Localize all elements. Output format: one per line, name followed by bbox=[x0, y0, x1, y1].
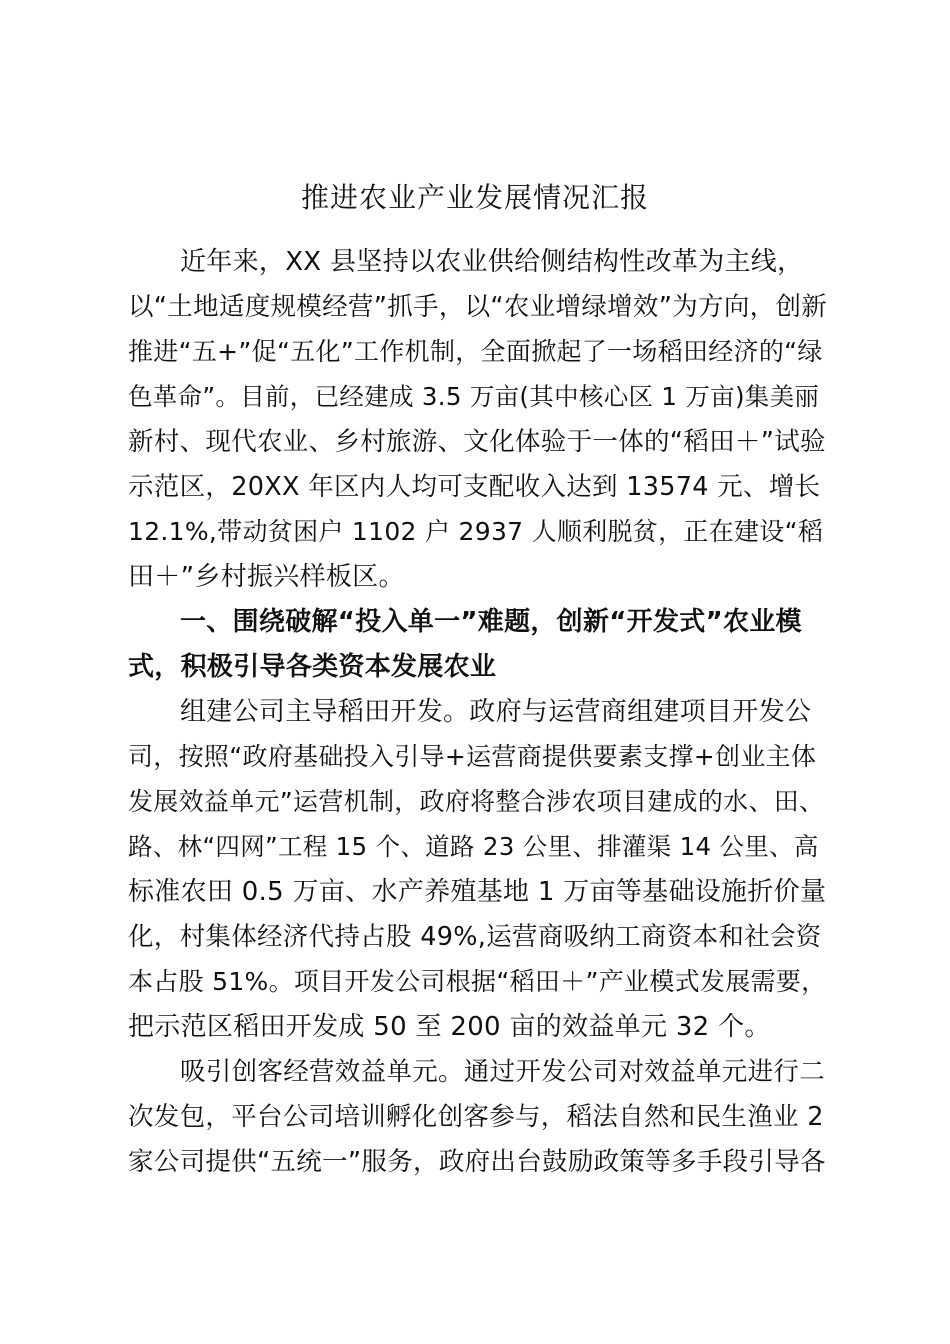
paragraph-line: 新村、现代农业、乡村旅游、文化体验于一体的“稻田＋”试验 bbox=[128, 427, 826, 457]
section-heading-line: 一、围绕破解“投入单一”难题，创新“开发式”农业模 bbox=[180, 607, 802, 637]
paragraph-line: 次发包，平台公司培训孵化创客参与，稻法自然和民生渔业 2 bbox=[128, 1102, 824, 1132]
paragraph-line: 路、林“四网”工程 15 个、道路 23 公里、排灌渠 14 公里、高 bbox=[128, 832, 819, 861]
paragraph-line: 发展效益单元”运营机制，政府将整合涉农项目建成的水、田、 bbox=[128, 787, 825, 816]
paragraph-line: 司，按照“政府基础投入引导+运营商提供要素支撑+创业主体 bbox=[128, 742, 817, 771]
section-heading-line: 式，积极引导各类资本发展农业 bbox=[128, 652, 497, 682]
paragraph-line: 把示范区稻田开发成 50 至 200 亩的效益单元 32 个。 bbox=[128, 1012, 771, 1042]
paragraph-line: 12.1%,带动贫困户 1102 户 2937 人顺利脱贫，正在建设“稻 bbox=[128, 517, 824, 546]
paragraph-line: 家公司提供“五统一”服务，政府出台鼓励政策等多手段引导各 bbox=[128, 1147, 826, 1177]
paragraph-line: 以“土地适度规模经营”抓手，以“农业增绿增效”为方向，创新 bbox=[128, 292, 828, 322]
paragraph-line: 标准农田 0.5 万亩、水产养殖基地 1 万亩等基础设施折价量 bbox=[128, 877, 827, 907]
paragraph-line: 田＋”乡村振兴样板区。 bbox=[128, 562, 405, 592]
paragraph-line: 本占股 51%。项目开发公司根据“稻田＋”产业模式发展需要， bbox=[128, 967, 827, 996]
paragraph-line: 示范区，20XX 年区内人均可支配收入达到 13574 元、增长 bbox=[128, 472, 821, 502]
paragraph-line: 化，村集体经济代持占股 49%,运营商吸纳工商资本和社会资 bbox=[128, 922, 822, 952]
paragraph-line: 色革命”。目前，已经建成 3.5 万亩(其中核心区 1 万亩)集美丽 bbox=[128, 382, 820, 411]
paragraph-line: 近年来，XX 县坚持以农业供给侧结构性改革为主线， bbox=[180, 247, 804, 277]
paragraph-line: 推进“五+”促“五化”工作机制，全面掀起了一场稻田经济的“绿 bbox=[128, 337, 823, 366]
paragraph-line: 组建公司主导稻田开发。政府与运营商组建项目开发公 bbox=[180, 697, 812, 727]
paragraph-line: 吸引创客经营效益单元。通过开发公司对效益单元进行二 bbox=[180, 1057, 826, 1087]
document-title: 推进农业产业发展情况汇报 bbox=[300, 181, 649, 214]
